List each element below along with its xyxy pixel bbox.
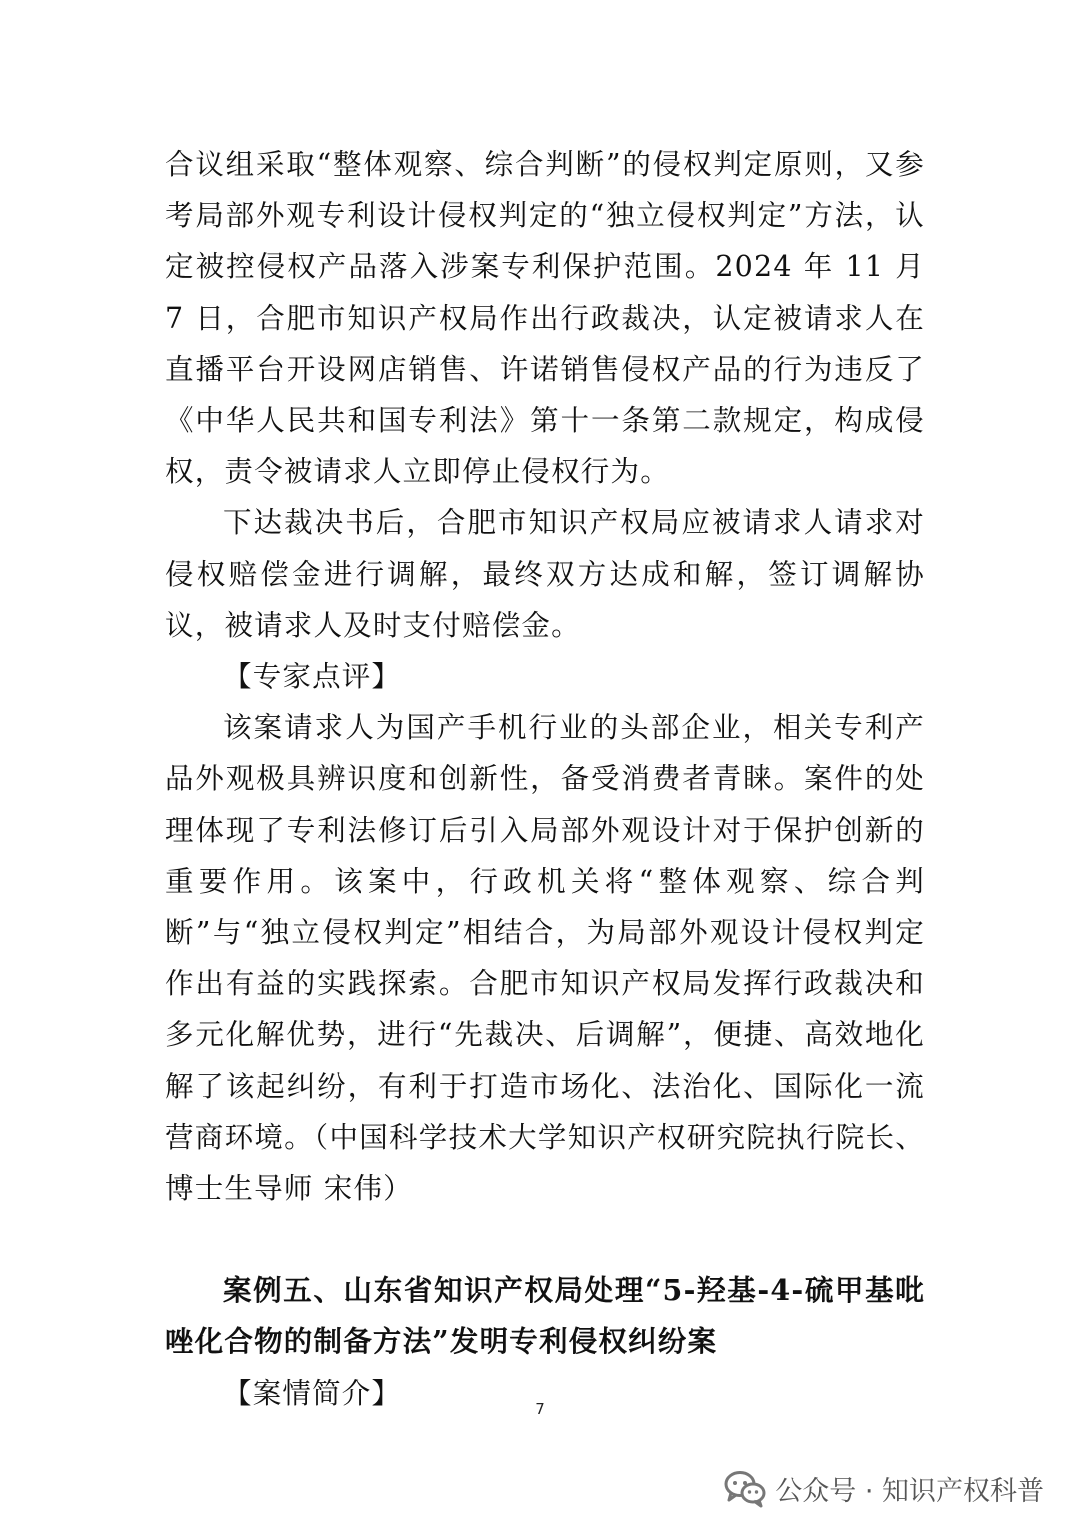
- page-content: [165, 139, 925, 1419]
- expert-comment-label: 【专家点评】: [223, 660, 402, 694]
- case-five-heading: 案例五、山东省知识产权局处理“5-羟基-4-硫甲基吡唑化合物的制备方法”发明专利侵权纠纷案: [165, 1273, 925, 1359]
- paragraph-mediation: 下达裁决书后，合肥市知识产权局应被请求人请求对侵权赔偿金进行调解，最终双方达成和解，签订调解协议，被请求人及时支付赔偿金。: [165, 506, 925, 642]
- case-summary-label: 【案情简介】: [223, 1376, 402, 1410]
- paragraph-decision: 合议组采取“整体观察、综合判断”的侵权判定原则，又参考局部外观专利设计侵权判定的“独立侵权判定”方法，认定被控侵权产品落入涉案专利保护范围。2024 年 11 月 7 日，合肥市知识产权局作出行政裁决，认定被请求人在直播平台开设网店销售、许诺销售侵权产品的行为违反了《中华人民共和国专利法》第十一条第二款规定，构成侵权，责令被请求人立即停止侵权行为。: [165, 148, 925, 489]
- page-number: 7: [535, 1400, 545, 1418]
- paragraph-expert-comment: 该案请求人为国产手机行业的头部企业，相关专利产品外观极具辨识度和创新性，备受消费者青睐。案件的处理体现了专利法修订后引入局部外观设计对于保护创新的重要作用。该案中，行政机关将“整体观察、综合判断”与“独立侵权判定”相结合，为局部外观设计侵权判定作出有益的实践探索。合肥市知识产权局发挥行政裁决和多元化解优势，进行“先裁决、后调解”，便捷、高效地化解了该起纠纷，有利于打造市场化、法治化、国际化一流营商环境。（中国科学技术大学知识产权研究院执行院长、博士生导师 宋伟）: [165, 711, 925, 1206]
- watermark: [723, 1462, 1044, 1514]
- wechat-icon: [723, 1468, 767, 1508]
- watermark-text: 公众号 · 知识产权科普: [775, 1475, 1044, 1507]
